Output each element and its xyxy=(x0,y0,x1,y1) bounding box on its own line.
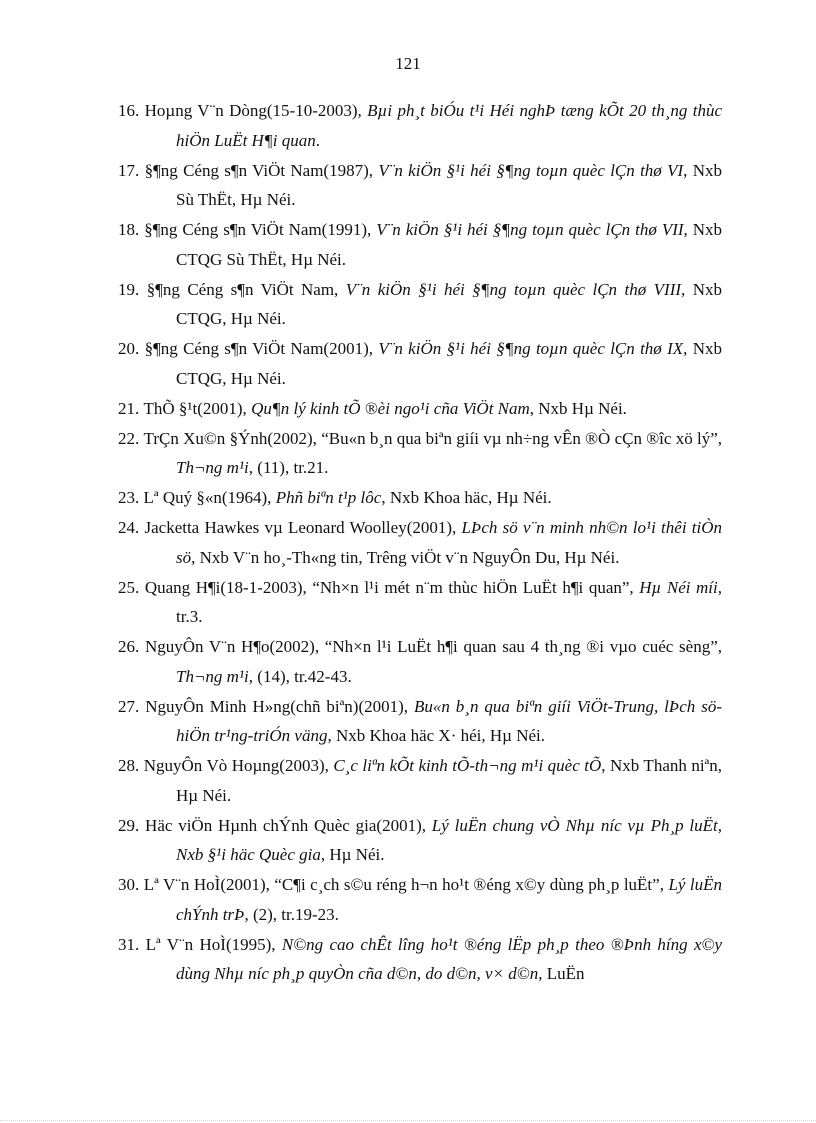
reference-text: NguyÔn V¨n H¶o(2002), “Nh×n l¹i LuËt h¶i quan sau 4 th¸ng ®i vµo cuéc sèng”, xyxy=(144,637,722,656)
reference-number: 20. xyxy=(118,339,140,358)
reference-text: , Nxb Sù ThËt, Hµ Néi. xyxy=(176,160,722,209)
reference-text: §¶ng Céng s¶n ViÖt Nam(1987), xyxy=(144,160,379,180)
reference-number: 19. xyxy=(118,279,140,299)
reference-text: , tr.3. xyxy=(176,577,723,626)
reference-text: , Nxb Khoa häc, Hµ Néi. xyxy=(381,488,552,507)
page-number: 121 xyxy=(395,54,421,73)
reference-text: Lª Quý §«n(1964), xyxy=(143,488,276,507)
reference-title: LÞch sö v¨n minh nh©n lo¹i thêi tiÒn sö xyxy=(176,518,722,567)
reference-text: , (2), tr.19-23. xyxy=(244,904,339,924)
reference-item xyxy=(118,692,722,751)
reference-number: 18. xyxy=(118,220,140,239)
reference-text: , LuËn xyxy=(538,964,585,983)
reference-text: NguyÔn Minh H»ng(chñ biªn)(2001), xyxy=(145,696,414,716)
reference-title: Lý luËn chÝnh trÞ xyxy=(176,875,723,924)
reference-text: , (11), tr.21. xyxy=(248,458,329,477)
reference-item xyxy=(118,96,722,155)
reference-text: ThÕ §¹t(2001), xyxy=(143,398,252,418)
reference-number: 29. xyxy=(118,815,140,835)
reference-number: 16. xyxy=(118,101,140,120)
reference-title: Phñ biªn t¹p lôc xyxy=(275,488,382,507)
reference-number: 17. xyxy=(118,160,140,180)
reference-title: V¨n kiÖn §¹i héi §¶ng toµn quèc lÇn thø VIII xyxy=(345,279,682,299)
reference-number: 28. xyxy=(118,756,140,775)
reference-text: , Nxb CTQG, Hµ Néi. xyxy=(176,339,722,388)
reference-item xyxy=(118,811,722,870)
reference-item xyxy=(118,275,722,334)
reference-item xyxy=(118,513,722,572)
reference-text: , Nxb Thanh niªn, Hµ Néi. xyxy=(176,756,723,805)
reference-title: Th¬ng m¹i xyxy=(176,666,249,686)
reference-text: . xyxy=(315,130,320,150)
reference-text: , Nxb Khoa häc X· héi, Hµ Néi. xyxy=(327,726,545,745)
reference-number: 25. xyxy=(118,577,140,597)
reference-text: , Nxb V¨n ho¸-Th«ng tin, Trêng viÖt v¨n NguyÔn Du, Hµ Néi. xyxy=(191,547,620,567)
reference-number: 26. xyxy=(118,637,140,656)
reference-text: , (14), tr.42-43. xyxy=(248,666,352,686)
reference-text: §¶ng Céng s¶n ViÖt Nam(2001), xyxy=(144,339,379,358)
reference-item xyxy=(118,156,722,215)
reference-number: 22. xyxy=(118,428,140,448)
reference-item xyxy=(118,334,722,393)
reference-list xyxy=(118,96,722,989)
reference-text: NguyÔn Vò Hoµng(2003), xyxy=(143,756,334,775)
reference-text: Hoµng V¨n Dòng(15-10-2003), xyxy=(144,101,368,120)
reference-text: Jacketta Hawkes vµ Leonard Woolley(2001), xyxy=(144,518,462,537)
reference-number: 23. xyxy=(118,488,140,507)
reference-number: 27. xyxy=(118,696,140,716)
reference-text: Häc viÖn Hµnh chÝnh Quèc gia(2001), xyxy=(145,815,432,835)
reference-item xyxy=(118,573,722,632)
reference-item xyxy=(118,394,722,424)
reference-title: Lý luËn chung vÒ Nhµ níc vµ Ph¸p luËt, Nxb §¹i häc Quèc gia xyxy=(176,815,722,864)
reference-title: V¨n kiÖn §¹i héi §¶ng toµn quèc lÇn thø VI xyxy=(378,160,684,180)
reference-number: 21. xyxy=(118,398,140,418)
reference-text: Lª V¨n HoÌ(1995), xyxy=(145,934,282,954)
reference-title: V¨n kiÖn §¹i héi §¶ng toµn quèc lÇn thø IX xyxy=(378,339,684,358)
reference-title: Qu¶n lý kinh tÕ ®èi ngo¹i cña ViÖt Nam xyxy=(251,398,530,418)
reference-item xyxy=(118,632,722,691)
reference-text: Quang H¶i(18-1-2003), “Nh×n l¹i mét n¨m thùc hiÖn LuËt h¶i quan”, xyxy=(144,577,640,597)
reference-number: 31. xyxy=(118,934,140,954)
reference-item xyxy=(118,215,722,274)
reference-title: Bu«n b¸n qua biªn giíi ViÖt-Trung, lÞch sö-hiÖn tr¹ng-triÓn väng xyxy=(176,696,723,745)
reference-item xyxy=(118,483,722,513)
reference-item xyxy=(118,930,722,989)
reference-text: , Nxb Hµ Néi. xyxy=(529,398,627,418)
reference-number: 24. xyxy=(118,518,140,537)
reference-text: Lª V¨n HoÌ(2001), “C¶i c¸ch s©u réng h¬n ho¹t ®éng x©y dùng ph¸p luËt”, xyxy=(143,875,669,894)
reference-text: §¶ng Céng s¶n ViÖt Nam(1991), xyxy=(144,220,377,239)
reference-title: Bµi ph¸t biÓu t¹i Héi nghÞ tæng kÕt 20 th¸ng thùc hiÖn LuËt H¶i quan xyxy=(176,101,723,150)
reference-text: , Nxb CTQG, Hµ Néi. xyxy=(176,279,722,328)
reference-item xyxy=(118,870,722,929)
reference-text: Nxb CTQG Sù ThËt, Hµ Néi. xyxy=(176,220,723,269)
reference-title: Th¬ng m¹i xyxy=(176,458,249,477)
reference-title: Hµ Néi míi xyxy=(639,577,718,597)
reference-number: 30. xyxy=(118,875,140,894)
reference-title: C¸c liªn kÕt kinh tÕ-th¬ng m¹i quèc tÕ xyxy=(333,756,602,775)
reference-item xyxy=(118,751,722,810)
reference-title: V¨n kiÖn §¹i héi §¶ng toµn quèc lÇn thø VII, xyxy=(376,220,688,239)
reference-text: , Hµ Néi. xyxy=(320,845,385,864)
page-bottom-divider xyxy=(0,1120,816,1121)
reference-text: §¶ng Céng s¶n ViÖt Nam, xyxy=(146,279,346,299)
reference-item xyxy=(118,424,722,483)
reference-title: N©ng cao chÊt lîng ho¹t ®éng lËp ph¸p theo ®Þnh híng x©y dùng Nhµ níc ph¸p quyÒn cña d©n, do d©n, v× d©n xyxy=(176,934,723,983)
reference-text: TrÇn Xu©n §Ýnh(2002), “Bu«n b¸n qua biªn giíi vµ nh÷ng vÊn ®Ò cÇn ®îc xö lý”, xyxy=(143,428,722,448)
